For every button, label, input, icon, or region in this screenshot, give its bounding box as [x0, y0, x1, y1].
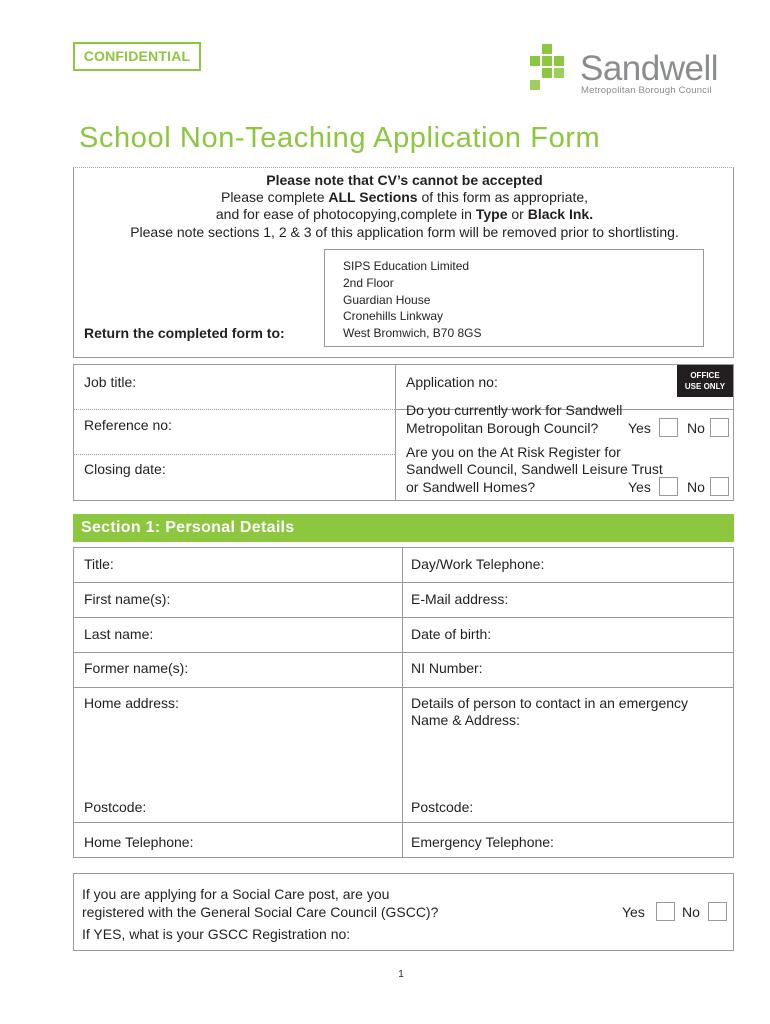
date-of-birth-field[interactable]: Date of birth: [411, 626, 492, 642]
form-title: School Non-Teaching Application Form [79, 122, 601, 154]
job-title-field[interactable]: Job title: [84, 374, 137, 390]
q-work-line2: Metropolitan Borough Council? [406, 420, 599, 436]
cv-notice: Please note that CV’s cannot be accepted [266, 172, 543, 188]
application-no-field[interactable]: Application no: [406, 374, 498, 390]
section-1-heading: Section 1: Personal Details [73, 514, 734, 542]
q-risk-line1: Are you on the At Risk Register for [406, 444, 621, 460]
logo-mark-icon [528, 44, 574, 90]
address-line: Guardian House [343, 292, 431, 307]
q-work-no-label: No [687, 420, 705, 436]
day-telephone-field[interactable]: Day/Work Telephone: [411, 556, 545, 572]
gscc-question-line1: If you are applying for a Social Care post, are you [82, 886, 390, 902]
last-name-field[interactable]: Last name: [84, 626, 154, 642]
complete-all-notice: Please complete ALL Sections of this form as appropriate, [220, 189, 589, 205]
gscc-yes-label: Yes [622, 904, 645, 920]
q-risk-yes-label: Yes [628, 479, 651, 495]
q-risk-line2: Sandwell Council, Sandwell Leisure Trust [406, 461, 663, 477]
emergency-postcode-field[interactable]: Postcode: [411, 799, 474, 815]
emergency-contact-field[interactable]: Details of person to contact in an emergency [411, 695, 689, 711]
former-name-field[interactable]: Former name(s): [84, 660, 189, 676]
q-risk-line3: or Sandwell Homes? [406, 479, 536, 495]
address-line: 2nd Floor [343, 275, 394, 290]
q-work-no-checkbox[interactable] [710, 418, 729, 437]
closing-date-field[interactable]: Closing date: [84, 461, 166, 477]
address-line: SIPS Education Limited [343, 259, 470, 273]
gscc-no-checkbox[interactable] [708, 902, 727, 921]
return-address [324, 249, 704, 347]
page-number: 1 [398, 969, 404, 980]
q-work-yes-checkbox[interactable] [659, 418, 678, 437]
ni-number-field[interactable]: NI Number: [411, 660, 483, 676]
q-risk-no-label: No [687, 479, 705, 495]
logo-wordmark: Sandwell [580, 49, 719, 88]
address-line: West Bromwich, B70 8GS [343, 326, 482, 341]
reference-no-field[interactable]: Reference no: [84, 417, 172, 433]
email-field[interactable]: E-Mail address: [411, 591, 509, 607]
address-line: Cronehills Linkway [343, 309, 444, 324]
gscc-no-label: No [682, 904, 700, 920]
home-address-field[interactable]: Home address: [84, 695, 179, 711]
emergency-telephone-field[interactable]: Emergency Telephone: [411, 834, 554, 850]
shortlisting-notice: Please note sections 1, 2 & 3 of this application form will be removed prior to shortlisting. [130, 224, 679, 240]
q-risk-yes-checkbox[interactable] [659, 477, 678, 496]
confidential-badge: CONFIDENTIAL [73, 42, 201, 71]
gscc-yes-checkbox[interactable] [656, 902, 675, 921]
home-postcode-field[interactable]: Postcode: [84, 799, 147, 815]
q-work-line1: Do you currently work for Sandwell [406, 402, 623, 418]
q-risk-no-checkbox[interactable] [710, 477, 729, 496]
return-label: Return the completed form to: [84, 325, 285, 341]
logo-subtitle: Metropolitan Borough Council [581, 85, 712, 96]
title-field[interactable]: Title: [84, 556, 114, 572]
first-name-field[interactable]: First name(s): [84, 591, 171, 607]
emergency-name-address-label: Name & Address: [411, 712, 520, 728]
office-use-badge: OFFICE USE ONLY [677, 365, 733, 397]
gscc-question-line2: registered with the General Social Care Council (GSCC)? [82, 904, 439, 920]
ink-notice: and for ease of photocopying,complete in Type or Black Ink. [215, 206, 594, 222]
q-work-yes-label: Yes [628, 420, 651, 436]
gscc-registration-field[interactable]: If YES, what is your GSCC Registration no: [82, 926, 351, 942]
home-telephone-field[interactable]: Home Telephone: [84, 834, 194, 850]
